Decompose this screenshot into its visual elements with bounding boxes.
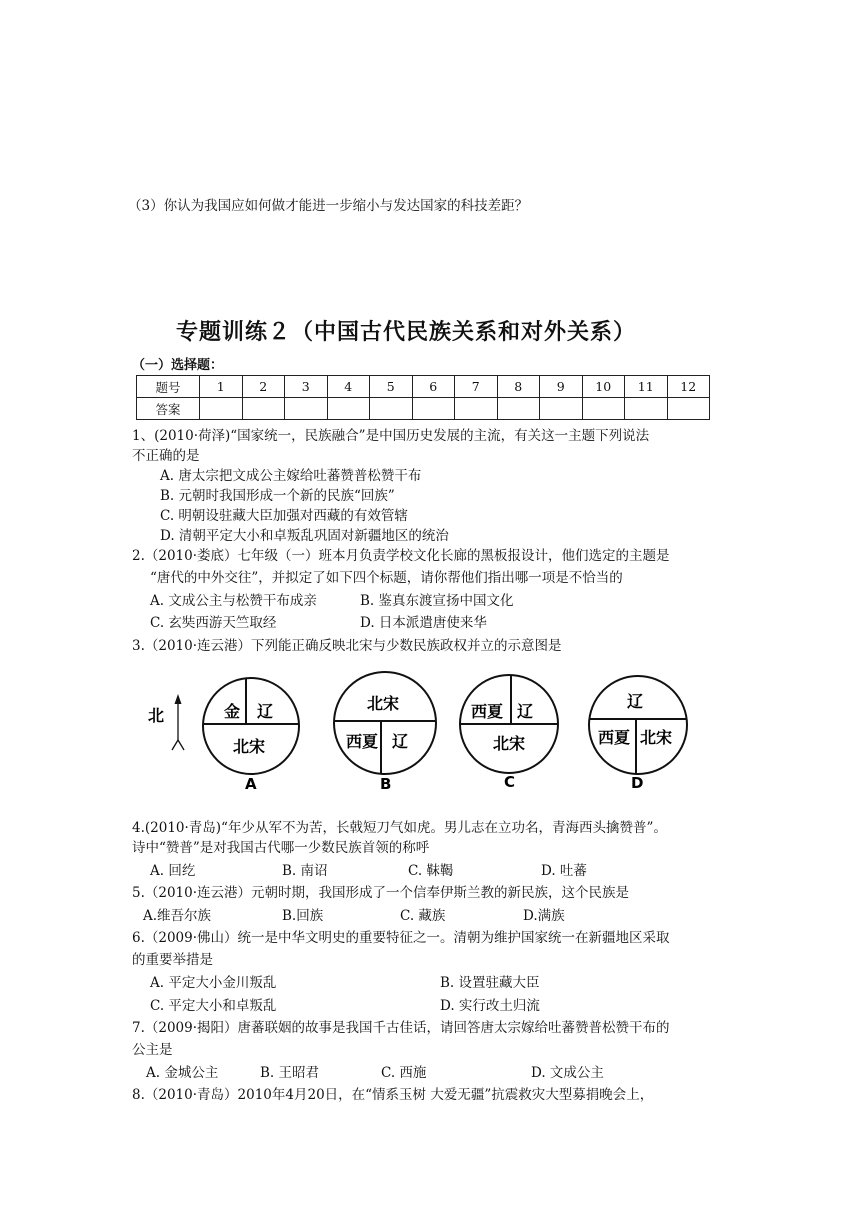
q5-option-b[interactable]: B.回族: [282, 908, 324, 924]
q1-option-b[interactable]: B. 元朝时我国形成一个新的民族“回族”: [160, 488, 395, 504]
q1-option-c[interactable]: C. 明朝设驻藏大臣加强对西藏的有效管辖: [160, 508, 408, 524]
diagram-b-label-liao: 辽: [392, 732, 409, 751]
q4-stem-line2: 诗中“赞普”是对我国古代哪一少数民族首领的称呼: [132, 840, 430, 856]
q7-option-d[interactable]: D. 文成公主: [531, 1065, 604, 1081]
q2-option-b[interactable]: B. 鉴真东渡宣扬中国文化: [360, 593, 514, 609]
table-cell: 6: [412, 376, 455, 398]
q6-option-d[interactable]: D. 实行改土归流: [440, 998, 540, 1014]
diagram-d-label-liao: 辽: [627, 692, 644, 711]
q2-option-a[interactable]: A. 文成公主与松赞干布成亲: [150, 593, 317, 609]
q6-stem-line1: 6.（2009·佛山）统一是中华文明史的重要特征之一。清朝为维护国家统一在新疆地区采取: [132, 930, 670, 946]
diagram-c-label-xixia: 西夏: [471, 702, 504, 721]
answer-cell[interactable]: [370, 398, 413, 420]
q7-option-c[interactable]: C. 西施: [381, 1065, 427, 1081]
diagram-b-label-xixia: 西夏: [346, 732, 379, 751]
q4-option-d[interactable]: D. 吐蕃: [541, 863, 587, 879]
q4-option-a[interactable]: A. 回纥: [150, 863, 196, 879]
diagram-d[interactable]: [589, 676, 687, 792]
q2-option-c[interactable]: C. 玄奘西游天竺取经: [150, 615, 277, 631]
diagram-c[interactable]: [460, 675, 558, 791]
diagram-d-label-xixia: 西夏: [598, 728, 631, 747]
q1-option-a[interactable]: A. 唐太宗把文成公主嫁给吐蕃赞普松赞干布: [160, 468, 422, 484]
answer-cell[interactable]: [327, 398, 370, 420]
q6-stem-line2: 的重要举措是: [132, 952, 213, 968]
table-cell: 8: [497, 376, 540, 398]
diagram-a[interactable]: [203, 678, 299, 793]
q1-option-d[interactable]: D. 清朝平定大小和卓叛乱巩固对新疆地区的统治: [160, 528, 449, 544]
q7-option-b[interactable]: B. 王昭君: [260, 1065, 320, 1081]
q7-stem-line1: 7.（2009·揭阳）唐蕃联姻的故事是我国千古佳话，请回答唐太宗嫁给吐蕃赞普松赞干布的: [132, 1020, 670, 1036]
table-cell: 9: [540, 376, 583, 398]
table-row: [137, 376, 710, 398]
q1-stem-line1: 1、(2010·荷泽)“国家统一，民族融合”是中国历史发展的主流，有关这一主题下列说法: [132, 428, 650, 444]
diagram-d-label-beisong: 北宋: [640, 728, 673, 747]
table-cell: 2: [242, 376, 285, 398]
top-question: （3）你认为我国应如何做才能进一步缩小与发达国家的科技差距？: [128, 198, 529, 214]
table-cell: 3: [285, 376, 328, 398]
table-cell: 11: [625, 376, 668, 398]
q5-stem: 5.（2010·连云港）元朝时期，我国形成了一个信奉伊斯兰教的新民族，这个民族是: [132, 885, 630, 901]
north-label: 北: [148, 706, 165, 725]
answer-cell[interactable]: [497, 398, 540, 420]
diagram-a-label-beisong: 北宋: [233, 737, 266, 756]
table-cell: 7: [455, 376, 498, 398]
q4-option-b[interactable]: B. 南诏: [282, 863, 328, 879]
table-cell: 5: [370, 376, 413, 398]
q5-option-c[interactable]: C. 藏族: [400, 908, 446, 924]
q7-stem-line2: 公主是: [132, 1042, 173, 1058]
page-title: 专题训练２（中国古代民族关系和对外关系）: [176, 320, 637, 345]
answer-cell[interactable]: [285, 398, 328, 420]
diagram-b-label-beisong: 北宋: [367, 694, 400, 713]
q6-option-c[interactable]: C. 平定大小和卓叛乱: [150, 998, 277, 1014]
answer-cell[interactable]: [242, 398, 285, 420]
table-header-number: 题号: [137, 376, 200, 398]
answer-cell[interactable]: [625, 398, 668, 420]
diagram-d-letter: D: [631, 774, 644, 792]
q4-option-c[interactable]: C. 靺鞨: [408, 863, 454, 879]
q8-stem: 8.（2010·青岛）2010年4月20日，在“情系玉树 大爱无疆”抗震救灾大型募捐晚会上，: [132, 1087, 654, 1103]
q7-option-a[interactable]: A. 金城公主: [146, 1065, 219, 1081]
answer-cell[interactable]: [667, 398, 710, 420]
diagram-a-label-liao: 辽: [257, 702, 274, 721]
diagram-b-letter: B: [380, 775, 392, 793]
answer-cell[interactable]: [200, 398, 243, 420]
diagram-c-label-liao: 辽: [517, 702, 534, 721]
diagram-a-letter: A: [245, 775, 257, 793]
q1-stem-line2: 不正确的是: [132, 448, 200, 464]
table-cell: 12: [667, 376, 710, 398]
q6-option-a[interactable]: A. 平定大小金川叛乱: [150, 975, 277, 991]
table-cell: 1: [200, 376, 243, 398]
q3-stem: 3.（2010·连云港）下列能正确反映北宋与少数民族政权并立的示意图是: [132, 638, 562, 654]
q2-stem-line2: “唐代的中外交往”，并拟定了如下四个标题，请你帮他们指出哪一项是不恰当的: [150, 570, 623, 586]
section-label: （一）选择题：: [132, 358, 224, 373]
map-diagrams: [140, 668, 700, 798]
answer-table: [136, 375, 710, 420]
diagram-a-label-jin: 金: [224, 702, 241, 721]
q5-option-a[interactable]: A.维吾尔族: [143, 908, 212, 924]
q2-stem-line1: 2.（2010·娄底）七年级（一）班本月负责学校文化长廊的黑板报设计，他们选定的主题是: [132, 548, 670, 564]
north-arrow-icon: [172, 694, 184, 750]
table-row: [137, 398, 710, 420]
answer-cell[interactable]: [412, 398, 455, 420]
diagram-c-letter: C: [504, 773, 516, 791]
q5-option-d[interactable]: D.满族: [523, 908, 565, 924]
table-header-answer: 答案: [137, 398, 200, 420]
diagram-b[interactable]: [334, 672, 436, 793]
diagram-c-label-beisong: 北宋: [493, 734, 526, 753]
table-cell: 10: [582, 376, 625, 398]
table-cell: 4: [327, 376, 370, 398]
q4-stem-line1: 4.(2010·青岛)“年少从军不为苦，长戟短刀气如虎。男儿志在立功名，青海西头擒赞普”。: [132, 820, 667, 836]
answer-cell[interactable]: [455, 398, 498, 420]
q6-option-b[interactable]: B. 设置驻藏大臣: [440, 975, 540, 991]
answer-cell[interactable]: [582, 398, 625, 420]
answer-cell[interactable]: [540, 398, 583, 420]
q2-option-d[interactable]: D. 日本派遣唐使来华: [360, 615, 487, 631]
